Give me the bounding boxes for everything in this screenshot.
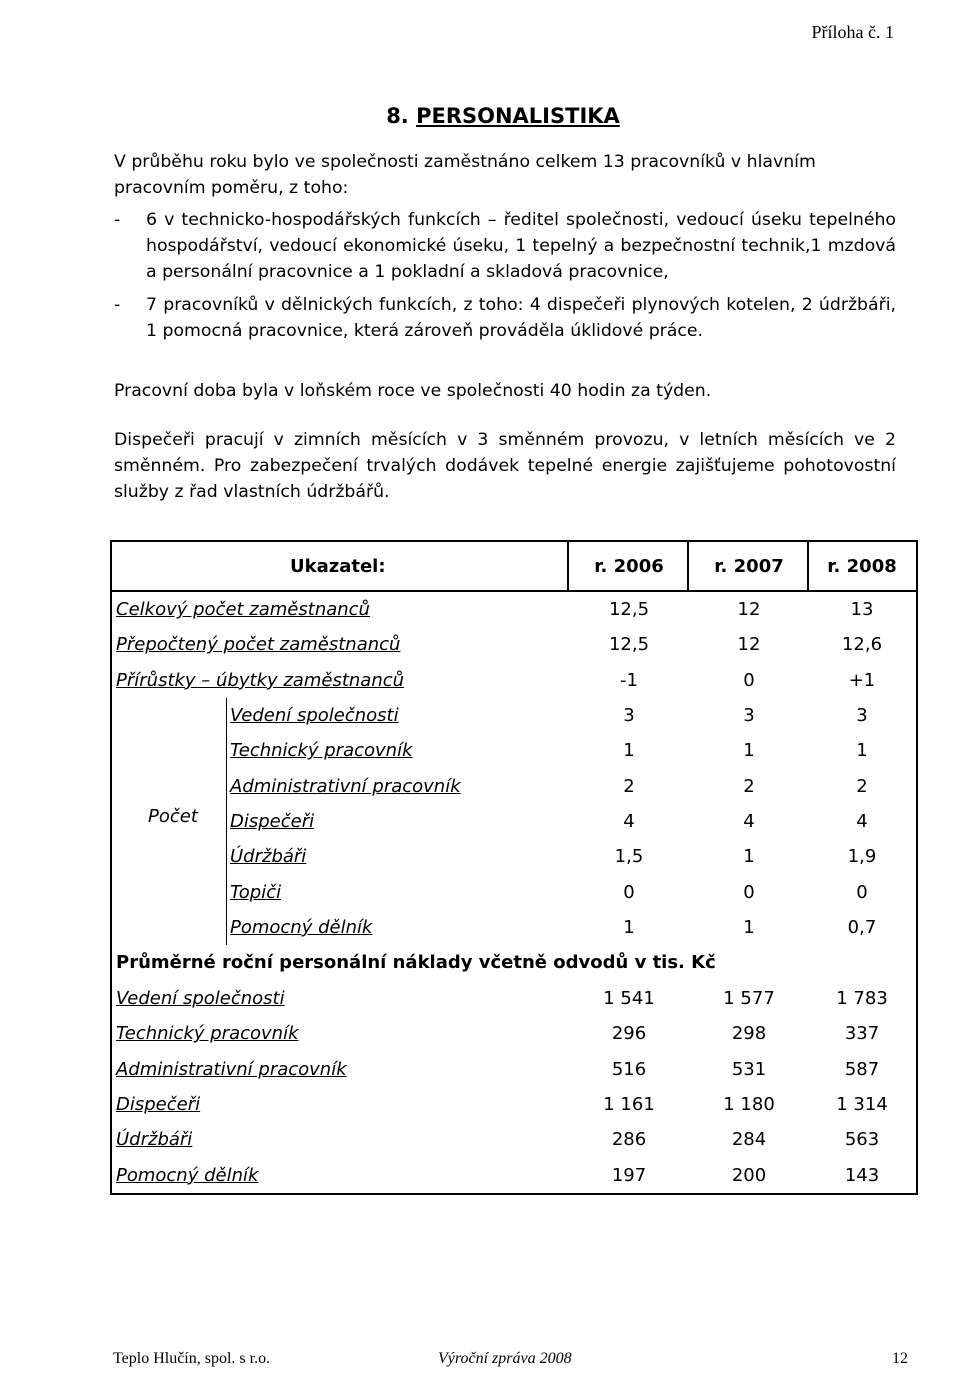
value-2008: 563 — [844, 1129, 880, 1151]
table-row — [112, 1016, 916, 1051]
bullet-text: 7 pracovníků v dělnických funkcích, z toho: 4 dispečeři plynových kotelen, 2 údržbáři, 1 pomocná pracovnice, která zároveň prováděla úklidové práce. — [146, 295, 896, 341]
table-row — [112, 981, 916, 1016]
footer-report-title: Výroční zpráva 2008 — [438, 1350, 572, 1367]
value-2008: +1 — [848, 669, 876, 691]
header-indicator: Ukazatel: — [290, 555, 386, 577]
row-label: Topiči — [230, 881, 282, 903]
value-2007: 3 — [743, 705, 755, 727]
value-2006: 296 — [611, 1023, 647, 1045]
row-label: Přepočtený počet zaměstnanců — [116, 634, 401, 656]
row-label: Údržbáři — [116, 1129, 193, 1151]
costs-heading-row — [112, 945, 916, 981]
dispatch-paragraph: Dispečeři pracují v zimních měsících v 3 směnném provozu, v letních měsících ve 2 směnném. Pro zabezpečení trvalých dodávek tepelné energie zajišťujeme pohotovostní služby z řad vlastních údržbářů. — [114, 430, 896, 502]
row-label: Dispečeři — [116, 1093, 201, 1115]
bullet-text: 6 v technicko-hospodářských funkcích – ředitel společnosti, vedoucí úseku tepelného hospodářství, vedoucí ekonomické úseku, 1 tepelný a bezpečnostní technik,1 mzdová a personální pracovnice a 1 pokladní a skladová pracovnice, — [146, 210, 896, 282]
personnel-table — [110, 540, 918, 1195]
value-2007: 298 — [731, 1023, 767, 1045]
footer-page-number: 12 — [892, 1350, 908, 1367]
table-row — [112, 1122, 916, 1157]
value-2007: 531 — [731, 1058, 767, 1080]
value-2008: 1 783 — [836, 988, 888, 1010]
annex-label: Příloha č. 1 — [811, 22, 894, 42]
value-2008: 3 — [856, 705, 868, 727]
group-rows — [112, 698, 916, 945]
table-row — [112, 663, 916, 698]
row-label: Vedení společnosti — [230, 705, 399, 727]
value-2007: 284 — [731, 1129, 767, 1151]
table-row — [112, 592, 916, 627]
bullet-dash: - — [114, 210, 121, 230]
header-year-2008: r. 2008 — [827, 555, 897, 577]
group-label: Počet — [148, 805, 198, 827]
table-row — [112, 768, 916, 803]
value-2008: 4 — [856, 810, 868, 832]
value-2008: 1,9 — [847, 846, 877, 868]
row-label: Technický pracovník — [116, 1023, 299, 1045]
row-label: Technický pracovník — [230, 740, 413, 762]
value-2008: 1 — [856, 740, 868, 762]
value-2006: 2 — [623, 775, 635, 797]
bullet-dash: - — [114, 295, 121, 315]
row-label: Přírůstky – úbytky zaměstnanců — [116, 669, 405, 691]
table-row — [112, 627, 916, 662]
table-row — [112, 1087, 916, 1122]
row-label: Dispečeři — [230, 810, 315, 832]
table-header-row — [112, 542, 916, 592]
value-2007: 1 577 — [723, 988, 775, 1010]
value-2006: 1 — [623, 916, 635, 938]
value-2007: 2 — [743, 775, 755, 797]
value-2008: 337 — [844, 1023, 880, 1045]
row-label: Pomocný dělník — [116, 1164, 259, 1186]
section-title — [0, 104, 960, 128]
table-row — [112, 804, 916, 839]
value-2006: 1 — [623, 740, 635, 762]
value-2008: 0,7 — [847, 916, 877, 938]
footer-company: Teplo Hlučín, spol. s r.o. — [113, 1350, 271, 1367]
summary-rows — [112, 592, 916, 698]
cost-rows — [112, 981, 916, 1193]
table-row — [112, 910, 916, 945]
value-2006: 3 — [623, 705, 635, 727]
bullet-technical-staff — [114, 207, 896, 285]
row-label: Administrativní pracovník — [116, 1058, 347, 1080]
header-year-2006: r. 2006 — [594, 555, 664, 577]
value-2006: 0 — [623, 881, 635, 903]
value-2008: 12,6 — [841, 634, 883, 656]
table-row — [112, 1157, 916, 1192]
value-2007: 12 — [737, 634, 761, 656]
value-2006: 516 — [611, 1058, 647, 1080]
intro-paragraph: V průběhu roku bylo ve společnosti zaměstnáno celkem 13 pracovníků v hlavním pracovním poměru, z toho: — [114, 152, 816, 198]
value-2007: 1 — [743, 740, 755, 762]
table-row — [112, 1051, 916, 1086]
costs-heading: Průměrné roční personální náklady včetně odvodů v tis. Kč — [116, 952, 716, 974]
table-row — [112, 698, 916, 733]
value-2007: 1 180 — [723, 1093, 775, 1115]
value-2006: 4 — [623, 810, 635, 832]
value-2008: 13 — [850, 599, 874, 621]
working-hours-paragraph: Pracovní doba byla v loňském roce ve společnosti 40 hodin za týden. — [114, 381, 712, 401]
section-number: 8. — [386, 104, 409, 128]
value-2006: 1,5 — [614, 846, 644, 868]
value-2008: 587 — [844, 1058, 880, 1080]
table-row — [112, 874, 916, 909]
value-2007: 200 — [731, 1164, 767, 1186]
value-2008: 1 314 — [836, 1093, 888, 1115]
value-2006: 197 — [611, 1164, 647, 1186]
bullet-workers — [114, 292, 896, 344]
value-2008: 143 — [844, 1164, 880, 1186]
value-2007: 0 — [743, 881, 755, 903]
value-2006: 12,5 — [608, 599, 650, 621]
headcount-group — [112, 698, 916, 945]
row-label: Celkový počet zaměstnanců — [116, 599, 370, 621]
value-2006: 1 541 — [603, 988, 655, 1010]
value-2007: 1 — [743, 916, 755, 938]
value-2006: 1 161 — [603, 1093, 655, 1115]
header-year-2007: r. 2007 — [714, 555, 784, 577]
row-label: Administrativní pracovník — [230, 775, 461, 797]
value-2008: 2 — [856, 775, 868, 797]
value-2006: 12,5 — [608, 634, 650, 656]
value-2007: 4 — [743, 810, 755, 832]
value-2007: 12 — [737, 599, 761, 621]
section-name: PERSONALISTIKA — [416, 104, 620, 128]
value-2007: 0 — [743, 669, 755, 691]
row-label: Vedení společnosti — [116, 988, 285, 1010]
table-row — [112, 839, 916, 874]
value-2006: 286 — [611, 1129, 647, 1151]
row-label: Pomocný dělník — [230, 916, 373, 938]
value-2008: 0 — [856, 881, 868, 903]
row-label: Údržbáři — [230, 846, 307, 868]
table-row — [112, 733, 916, 768]
value-2007: 1 — [743, 846, 755, 868]
value-2006: -1 — [620, 669, 638, 691]
